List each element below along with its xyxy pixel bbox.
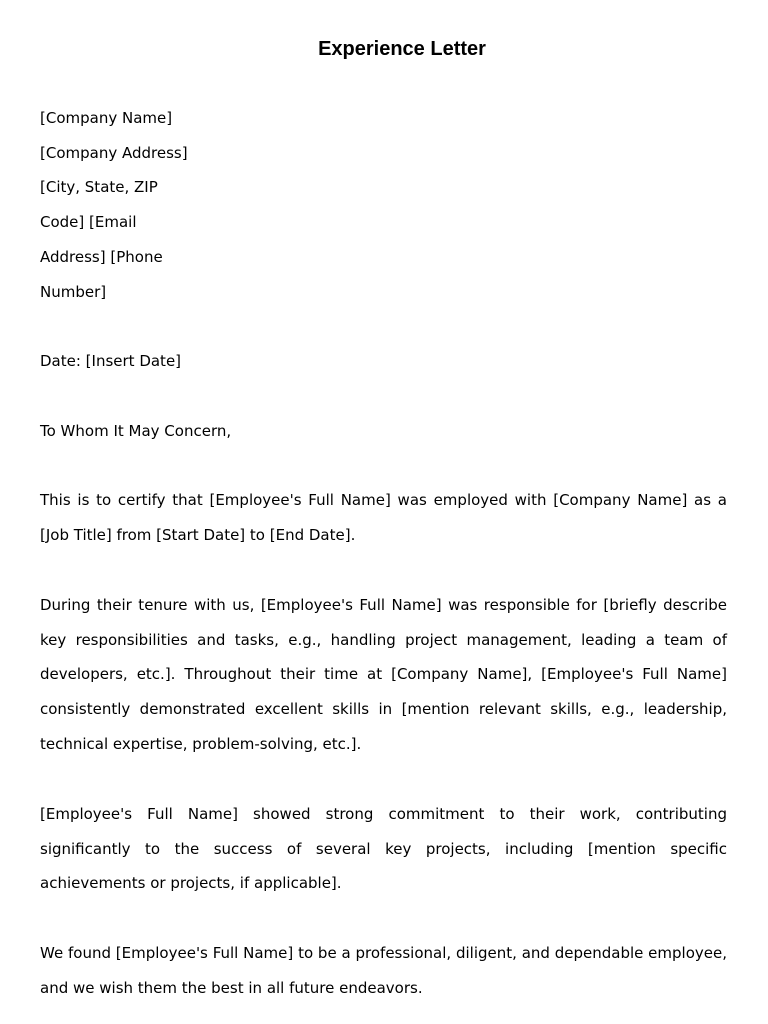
paragraph-closing-wishes	[40, 936, 727, 1005]
date-text: Date: [Insert Date]	[40, 352, 182, 370]
address-line-number: Number]	[40, 282, 107, 301]
paragraph-employment-certification	[40, 483, 727, 552]
date-line	[40, 344, 727, 379]
sender-address-block	[40, 101, 230, 309]
paragraph-text: During their tenure with us, [Employee's Full Name] was responsible for [briefly describe key responsibilities and tasks, e.g., handling project management, leading a team of developers, etc.]. Throughout their time at [Company Name], [Employee's Full Name] consistently demonstrated excellent skills in [mention relevant skills, e.g., leadership, technical expertise, problem-solving, etc.].	[40, 596, 727, 753]
salutation-text: To Whom It May Concern,	[40, 422, 232, 440]
address-line-code-email: Code] [Email	[40, 213, 137, 232]
paragraph-text: [Employee's Full Name] showed strong commitment to their work, contributing significantly to the success of several key projects, including [mention specific achievements or projects, if applicable].	[40, 805, 727, 893]
paragraph-responsibilities	[40, 588, 727, 762]
address-line-company-address: [Company Address]	[40, 143, 188, 162]
address-line-address-phone: Address] [Phone	[40, 247, 163, 266]
paragraph-commitment	[40, 797, 727, 901]
address-line-company-name: [Company Name]	[40, 109, 173, 127]
paragraph-text: This is to certify that [Employee's Full Name] was employed with [Company Name] as a [Job Title] from [Start Date] to [End Date].	[40, 491, 727, 544]
address-line-city-state-zip: [City, State, ZIP	[40, 178, 158, 197]
paragraph-text: We found [Employee's Full Name] to be a professional, diligent, and dependable employee, and we wish them the best in all future endeavors.	[40, 944, 727, 997]
document-title: Experience Letter	[318, 38, 486, 60]
salutation	[40, 414, 727, 449]
